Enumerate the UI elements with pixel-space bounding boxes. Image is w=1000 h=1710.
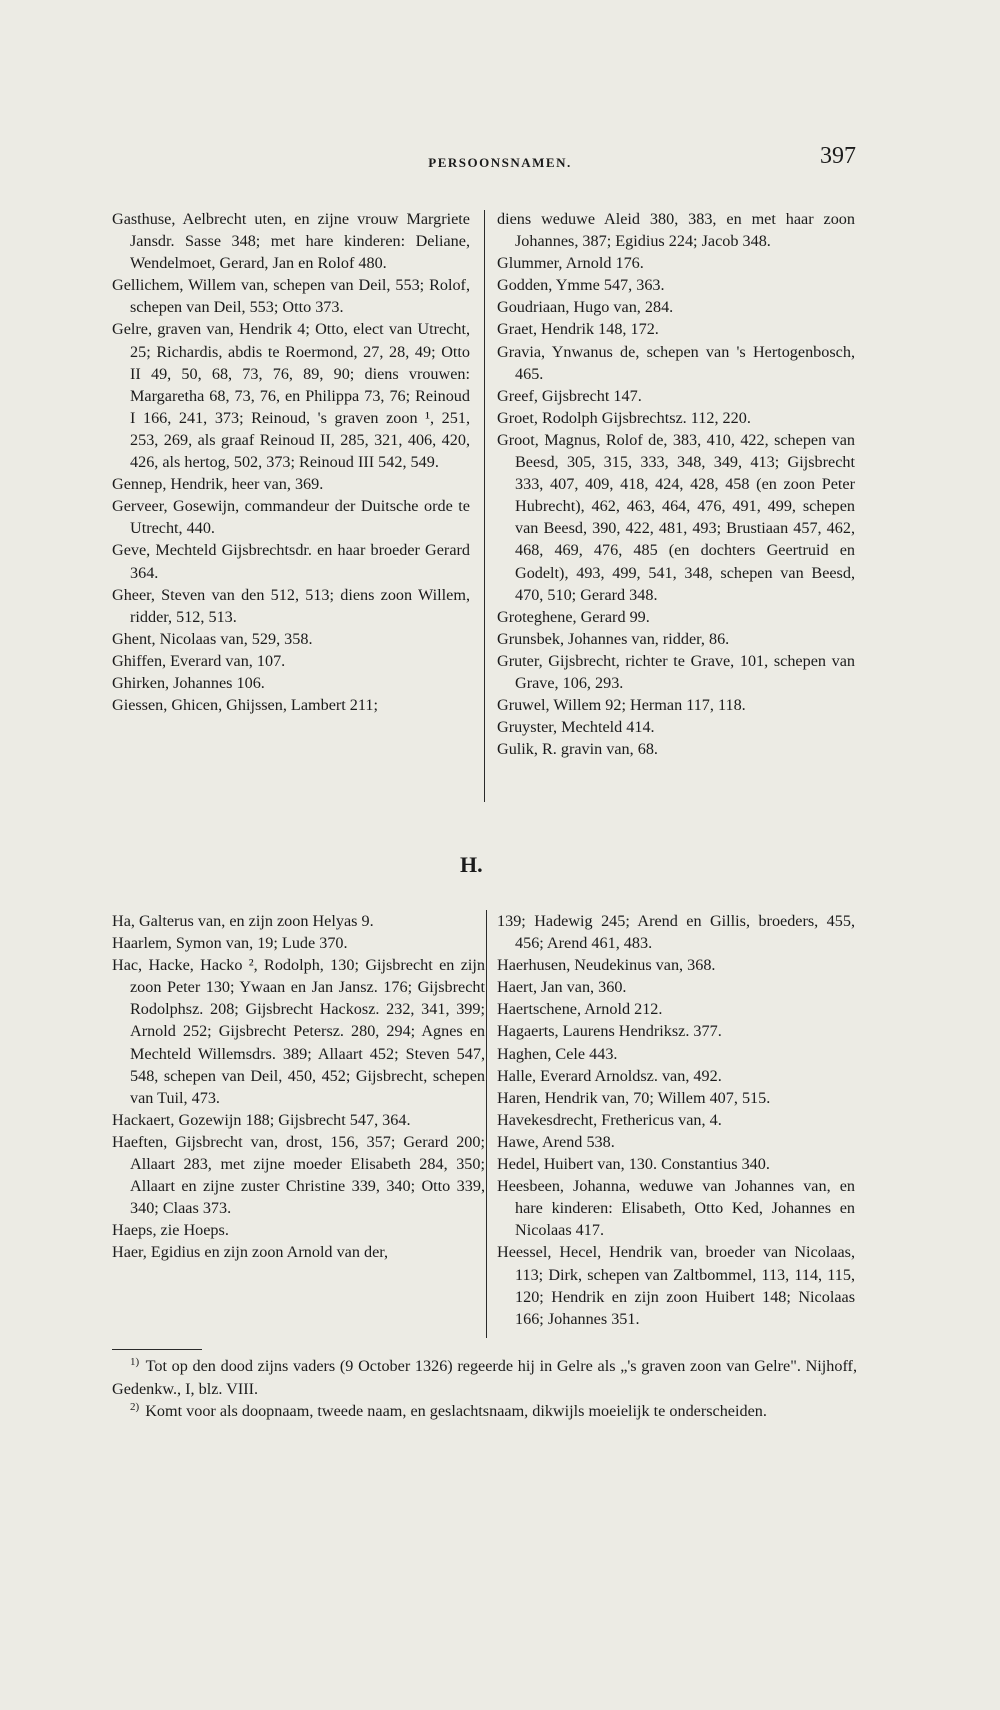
index-entry: Groet, Rodolph Gijsbrechtsz. 112, 220.	[497, 408, 751, 427]
column-divider	[486, 910, 487, 1338]
index-entry: Hagaerts, Laurens Hendriksz. 377.	[497, 1022, 722, 1041]
index-entry: Haeften, Gijsbrecht van, drost, 156, 357; Gerard 200; Allaart 283, met zijne moeder Elisabeth 284, 350; Allaart en zijne zuster Christine 339, 340; Otto 339, 340; Claas 373.	[112, 1132, 485, 1218]
index-entry: Ghiffen, Everard van, 107.	[112, 651, 286, 670]
index-entry: Gellichem, Willem van, schepen van Deil, 553; Rolof, schepen van Deil, 553; Otto 373.	[112, 276, 470, 317]
index-entry: Gerveer, Gosewijn, commandeur der Duitsche orde te Utrecht, 440.	[112, 497, 470, 538]
index-entry: Groot, Magnus, Rolof de, 383, 410, 422, schepen van Beesd, 305, 315, 333, 348, 349, 413; Gijsbrecht 333, 407, 409, 418, 424, 428, 458 (en zoon Peter Hubrecht), 462, 463, 464, 476, 491, 499, schepen van Beesd, 390, 422, 481, 493; Brustiaan 457, 462, 468, 469, 476, 485 (en dochters Geertruid en Godelt), 493, 499, 541, 348, schepen van Beesd, 470, 510; Gerard 348.	[497, 430, 855, 604]
index-entry: Haer, Egidius en zijn zoon Arnold van der,	[112, 1243, 389, 1262]
index-entry: Grunsbek, Johannes van, ridder, 86.	[497, 629, 730, 648]
footnote-rule	[112, 1349, 202, 1350]
index-entry: 139; Hadewig 245; Arend en Gillis, broeders, 455, 456; Arend 461, 483.	[497, 912, 855, 953]
index-entry: Graet, Hendrik 148, 172.	[497, 320, 659, 339]
index-entry: Geve, Mechteld Gijsbrechtsdr. en haar broeder Gerard 364.	[112, 541, 470, 582]
index-entry: Gravia, Ynwanus de, schepen van 's Hertogenbosch, 465.	[497, 342, 855, 383]
footnote-marker: 2)	[130, 1400, 140, 1413]
running-head: PERSOONSNAMEN.	[428, 155, 572, 170]
index-entry: Glummer, Arnold 176.	[497, 254, 644, 273]
index-entry: Hawe, Arend 538.	[497, 1132, 615, 1151]
index-entry: Godden, Ymme 547, 363.	[497, 276, 665, 295]
footnote-marker: 1)	[130, 1355, 140, 1368]
index-entry: Halle, Everard Arnoldsz. van, 492.	[497, 1066, 722, 1085]
index-entry: Haert, Jan van, 360.	[497, 978, 627, 997]
index-entry: Gasthuse, Aelbrecht uten, en zijne vrouw Margriete Jansdr. Sasse 348; met hare kinderen: Deliane, Wendelmoet, Gerard, Jan en Rolof 480.	[112, 210, 470, 273]
index-entry: Gruter, Gijsbrecht, richter te Grave, 101, schepen van Grave, 106, 293.	[497, 651, 855, 692]
index-column-left-bottom	[112, 910, 485, 1264]
index-entry: Haren, Hendrik van, 70; Willem 407, 515.	[497, 1088, 771, 1107]
index-entry: Haerhusen, Neudekinus van, 368.	[497, 956, 716, 975]
index-entry: Haertschene, Arnold 212.	[497, 1000, 663, 1019]
index-entry: Gulik, R. gravin van, 68.	[497, 740, 658, 759]
index-entry: Gennep, Hendrik, heer van, 369.	[112, 475, 324, 494]
index-entry: Hackaert, Gozewijn 188; Gijsbrecht 547, 364.	[112, 1110, 411, 1129]
index-entry: Heesbeen, Johanna, weduwe van Johannes van, en hare kinderen: Elisabeth, Otto Ked, Johannes en Nicolaas 417.	[497, 1177, 855, 1240]
index-entry: Hac, Hacke, Hacko ², Rodolph, 130; Gijsbrecht en zijn zoon Peter 130; Ywaan en Jan Jansz. 176; Gijsbrecht Rodolphsz. 208; Gijsbrecht Hackosz. 232, 341, 399; Arnold 252; Gijsbrecht Petersz. 280, 294; Agnes en Mechteld Willemsdrs. 389; Allaart 452; Steven 547, 548, schepen van Deil, 450, 452; Gijsbrecht, schepen van Tuil, 473.	[112, 956, 485, 1107]
index-entry: Groteghene, Gerard 99.	[497, 607, 650, 626]
index-entry: Goudriaan, Hugo van, 284.	[497, 298, 674, 317]
index-column-left-top	[112, 208, 470, 716]
index-entry: Gelre, graven van, Hendrik 4; Otto, elect van Utrecht, 25; Richardis, abdis te Roermond, 27, 28, 49; Otto II 49, 50, 68, 73, 76, 89, 90; diens vrouwen: Margaretha 68, 73, 76, en Philippa 73, 76; Reinoud I 166, 241, 373; Reinoud, 's graven zoon ¹, 251, 253, 269, als graaf Reinoud II, 285, 321, 406, 420, 426, als hertog, 502, 373; Reinoud III 542, 549.	[112, 320, 470, 472]
index-column-right-bottom	[497, 910, 855, 1330]
index-entry: Haghen, Cele 443.	[497, 1044, 618, 1063]
index-entry: Ghent, Nicolaas van, 529, 358.	[112, 629, 313, 648]
index-entry: Heessel, Hecel, Hendrik van, broeder van Nicolaas, 113; Dirk, schepen van Zaltbommel, 113, 114, 115, 120; Hendrik en zijn zoon Huibert 148; Nicolaas 166; Johannes 351.	[497, 1243, 855, 1328]
footnotes	[112, 1355, 857, 1423]
index-entry: Gheer, Steven van den 512, 513; diens zoon Willem, ridder, 512, 513.	[112, 585, 470, 626]
index-entry: Gruwel, Willem 92; Herman 117, 118.	[497, 696, 746, 715]
index-entry: diens weduwe Aleid 380, 383, en met haar zoon Johannes, 387; Egidius 224; Jacob 348.	[497, 210, 855, 251]
section-heading: H.	[460, 852, 483, 877]
index-column-right-top	[497, 208, 855, 760]
index-entry: Greef, Gijsbrecht 147.	[497, 386, 642, 405]
index-entry: Havekesdrecht, Frethericus van, 4.	[497, 1110, 722, 1129]
footnote	[112, 1355, 857, 1400]
footnote	[112, 1400, 857, 1423]
page-number: 397	[820, 143, 856, 169]
index-entry: Ghirken, Johannes 106.	[112, 673, 265, 692]
column-divider	[484, 210, 485, 802]
footnote-text: Tot op den dood zijns vaders (9 October 1326) regeerde hij in Gelre als „'s graven zoon van Gelre". Nijhoff, Gedenkw., I, blz. VIII.	[112, 1357, 857, 1398]
index-entry: Haeps, zie Hoeps.	[112, 1221, 229, 1240]
index-entry: Haarlem, Symon van, 19; Lude 370.	[112, 934, 348, 953]
index-entry: Gruyster, Mechteld 414.	[497, 718, 655, 737]
index-entry: Giessen, Ghicen, Ghijssen, Lambert 211;	[112, 696, 378, 715]
footnote-text: Komt voor als doopnaam, tweede naam, en geslachtsnaam, dikwijls moeielijk te onderscheiden.	[145, 1402, 767, 1420]
index-entry: Ha, Galterus van, en zijn zoon Helyas 9.	[112, 912, 374, 930]
index-entry: Hedel, Huibert van, 130. Constantius 340.	[497, 1155, 770, 1174]
